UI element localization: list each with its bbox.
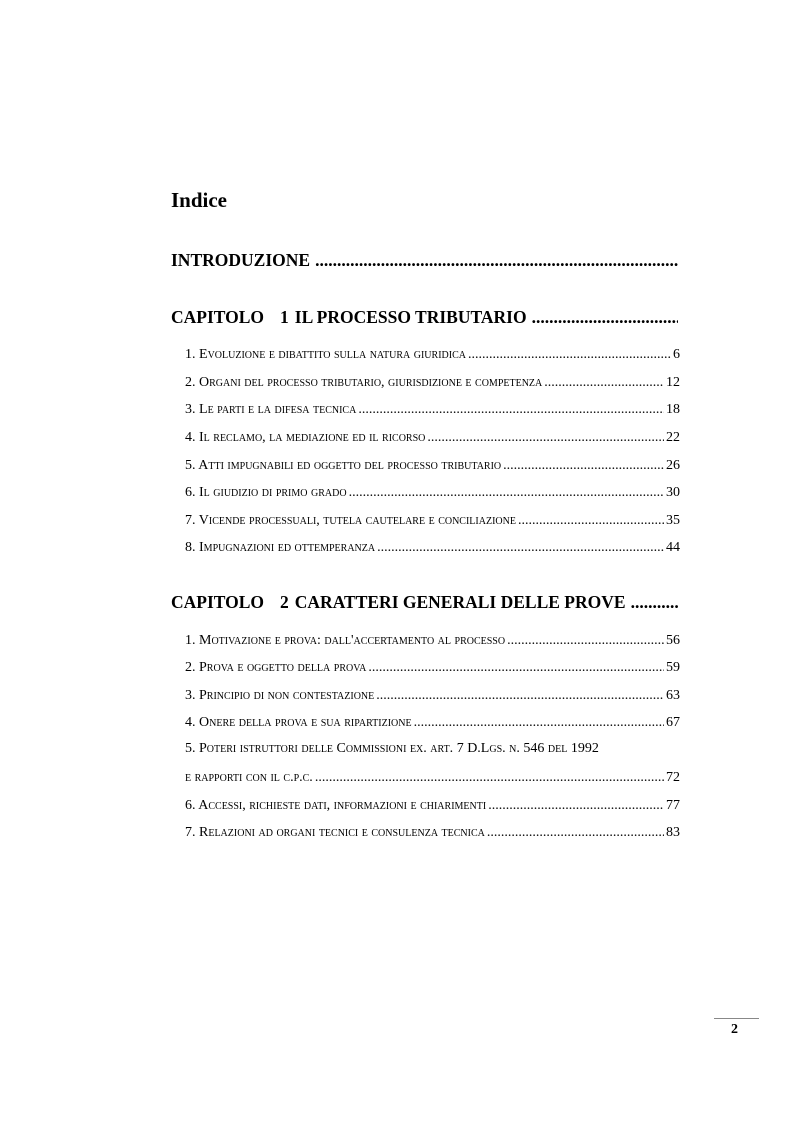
- toc-section-2-2[interactable]: [185, 660, 680, 676]
- section-page: 6: [673, 347, 680, 362]
- toc-section-1-4[interactable]: [185, 430, 680, 446]
- toc-leader-dots: [503, 458, 664, 474]
- toc-chapter-1[interactable]: [171, 307, 679, 328]
- section-number: 7.: [185, 513, 196, 528]
- toc-section-1-7[interactable]: [185, 513, 680, 529]
- toc-leader-dots: [487, 825, 664, 841]
- section-number: 2.: [185, 375, 196, 390]
- chapter-1-title: IL PROCESSO TRIBUTARIO: [294, 307, 527, 327]
- section-title-part: 1992: [570, 741, 599, 756]
- section-title: otivazione e prova: dall'accertamento al processo: [211, 633, 506, 648]
- chapter-2-label: CAPITOLO: [171, 592, 265, 612]
- section-title: rincipio di non contestazione: [206, 688, 375, 703]
- section-title-part: oteri istruttori delle: [206, 741, 337, 756]
- toc-section-2-4[interactable]: [185, 715, 680, 731]
- toc-section-1-2[interactable]: [185, 375, 680, 391]
- section-page: 59: [666, 660, 680, 675]
- section-title: ccessi, richieste dati, informazioni e chiarimenti: [208, 798, 487, 813]
- toc-section-2-5-line1[interactable]: [185, 741, 680, 757]
- toc-leader-dots: [507, 633, 664, 649]
- section-number: 5.: [185, 741, 196, 756]
- chapter-2-number: 2: [280, 592, 289, 612]
- section-page: 44: [666, 540, 680, 555]
- toc-section-2-5-line2[interactable]: [185, 770, 680, 786]
- section-initial: O: [199, 375, 210, 390]
- toc-introduction-label: INTRODUZIONE: [171, 250, 311, 270]
- section-title: voluzione e dibattito sulla natura giuridica: [207, 347, 466, 362]
- toc-section-1-5[interactable]: [185, 458, 680, 474]
- section-title-part: del: [544, 741, 571, 756]
- toc-leader-dots: [368, 660, 664, 676]
- toc-section-1-1[interactable]: [185, 347, 680, 363]
- toc-leader-dots: [488, 798, 664, 814]
- section-title-continued: e rapporti con il c.p.c.: [185, 770, 313, 785]
- toc-section-1-6[interactable]: [185, 485, 680, 501]
- toc-leader-dots: [358, 402, 664, 418]
- section-title-part: 7 D.L: [456, 741, 490, 756]
- toc-section-2-3[interactable]: [185, 688, 680, 704]
- section-number: 3.: [185, 688, 196, 703]
- section-title: e parti e la difesa tecnica: [207, 402, 357, 417]
- page-number-rule: [714, 1018, 759, 1019]
- toc-leader-dots: [532, 307, 678, 328]
- toc-introduction[interactable]: [171, 250, 679, 271]
- section-page: 67: [666, 715, 680, 730]
- chapter-1-label: CAPITOLO: [171, 307, 265, 327]
- toc-leader-dots: [315, 770, 664, 786]
- section-initial: L: [199, 402, 208, 417]
- toc-leader-dots: [349, 485, 664, 501]
- section-initial: A: [198, 458, 209, 473]
- section-page: 18: [666, 402, 680, 417]
- section-initial: R: [199, 825, 209, 840]
- section-page: 26: [666, 458, 680, 473]
- toc-leader-dots: [427, 430, 664, 446]
- section-title-part: 546: [523, 741, 545, 756]
- section-initial: I: [199, 430, 204, 445]
- section-page: 63: [666, 688, 680, 703]
- section-page: 83: [666, 825, 680, 840]
- chapter-2-title: CARATTERI GENERALI DELLE PROVE: [294, 592, 626, 612]
- section-number: 7.: [185, 825, 196, 840]
- toc-chapter-2[interactable]: [171, 592, 679, 613]
- section-number: 6.: [185, 798, 196, 813]
- section-page: 12: [666, 375, 680, 390]
- section-page: 77: [666, 798, 680, 813]
- chapter-1-number: 1: [280, 307, 289, 327]
- section-page: 35: [666, 513, 680, 528]
- toc-leader-dots: [518, 513, 664, 529]
- toc-section-2-1[interactable]: [185, 633, 680, 649]
- section-title: l reclamo, la mediazione ed il ricorso: [203, 430, 426, 445]
- toc-leader-dots: [414, 715, 664, 731]
- section-initial: P: [199, 660, 207, 675]
- section-page: 30: [666, 485, 680, 500]
- section-number: 1.: [185, 347, 196, 362]
- section-title: mpugnazioni ed ottemperanza: [203, 540, 376, 555]
- section-title: icende processuali, tutela cautelare e conciliazione: [208, 513, 516, 528]
- section-initial: P: [199, 688, 207, 703]
- section-title: l giudizio di primo grado: [203, 485, 347, 500]
- section-title: nere della prova e sua ripartizione: [209, 715, 412, 730]
- section-initial: E: [199, 347, 208, 362]
- toc-section-2-7[interactable]: [185, 825, 680, 841]
- section-initial: P: [199, 741, 207, 756]
- toc-section-1-8[interactable]: [185, 540, 680, 556]
- section-initial: O: [199, 715, 210, 730]
- section-page: 22: [666, 430, 680, 445]
- section-initial: A: [198, 798, 209, 813]
- index-title: Indice: [171, 188, 228, 212]
- section-title: tti impugnabili ed oggetto del processo tributario: [208, 458, 502, 473]
- section-page: 72: [666, 770, 680, 785]
- section-title: elazioni ad organi tecnici e consulenza tecnica: [208, 825, 485, 840]
- toc-leader-dots: [631, 592, 678, 613]
- toc-leader-dots: [544, 375, 664, 391]
- section-page: 56: [666, 633, 680, 648]
- section-number: 4.: [185, 715, 196, 730]
- section-initial: I: [199, 485, 204, 500]
- section-number: 3.: [185, 402, 196, 417]
- section-number: 4.: [185, 430, 196, 445]
- toc-section-2-6[interactable]: [185, 798, 680, 814]
- section-title: rgani del processo tributario, giurisdizione e competenza: [209, 375, 543, 390]
- toc-leader-dots: [315, 250, 678, 271]
- section-title: rova e oggetto della prova: [206, 660, 367, 675]
- section-title-part: C: [336, 741, 346, 756]
- section-title-part: gs. n.: [489, 741, 524, 756]
- section-initial: V: [198, 513, 209, 528]
- section-title-part: ommissioni ex. art.: [345, 741, 457, 756]
- section-initial: M: [199, 633, 212, 648]
- toc-leader-dots: [377, 540, 664, 556]
- toc-leader-dots: [468, 347, 671, 363]
- section-initial: I: [199, 540, 204, 555]
- page-number: 2: [731, 1022, 738, 1037]
- section-number: 8.: [185, 540, 196, 555]
- section-number: 1.: [185, 633, 196, 648]
- toc-section-1-3[interactable]: [185, 402, 680, 418]
- section-number: 5.: [185, 458, 196, 473]
- section-number: 2.: [185, 660, 196, 675]
- toc-leader-dots: [376, 688, 664, 704]
- section-number: 6.: [185, 485, 196, 500]
